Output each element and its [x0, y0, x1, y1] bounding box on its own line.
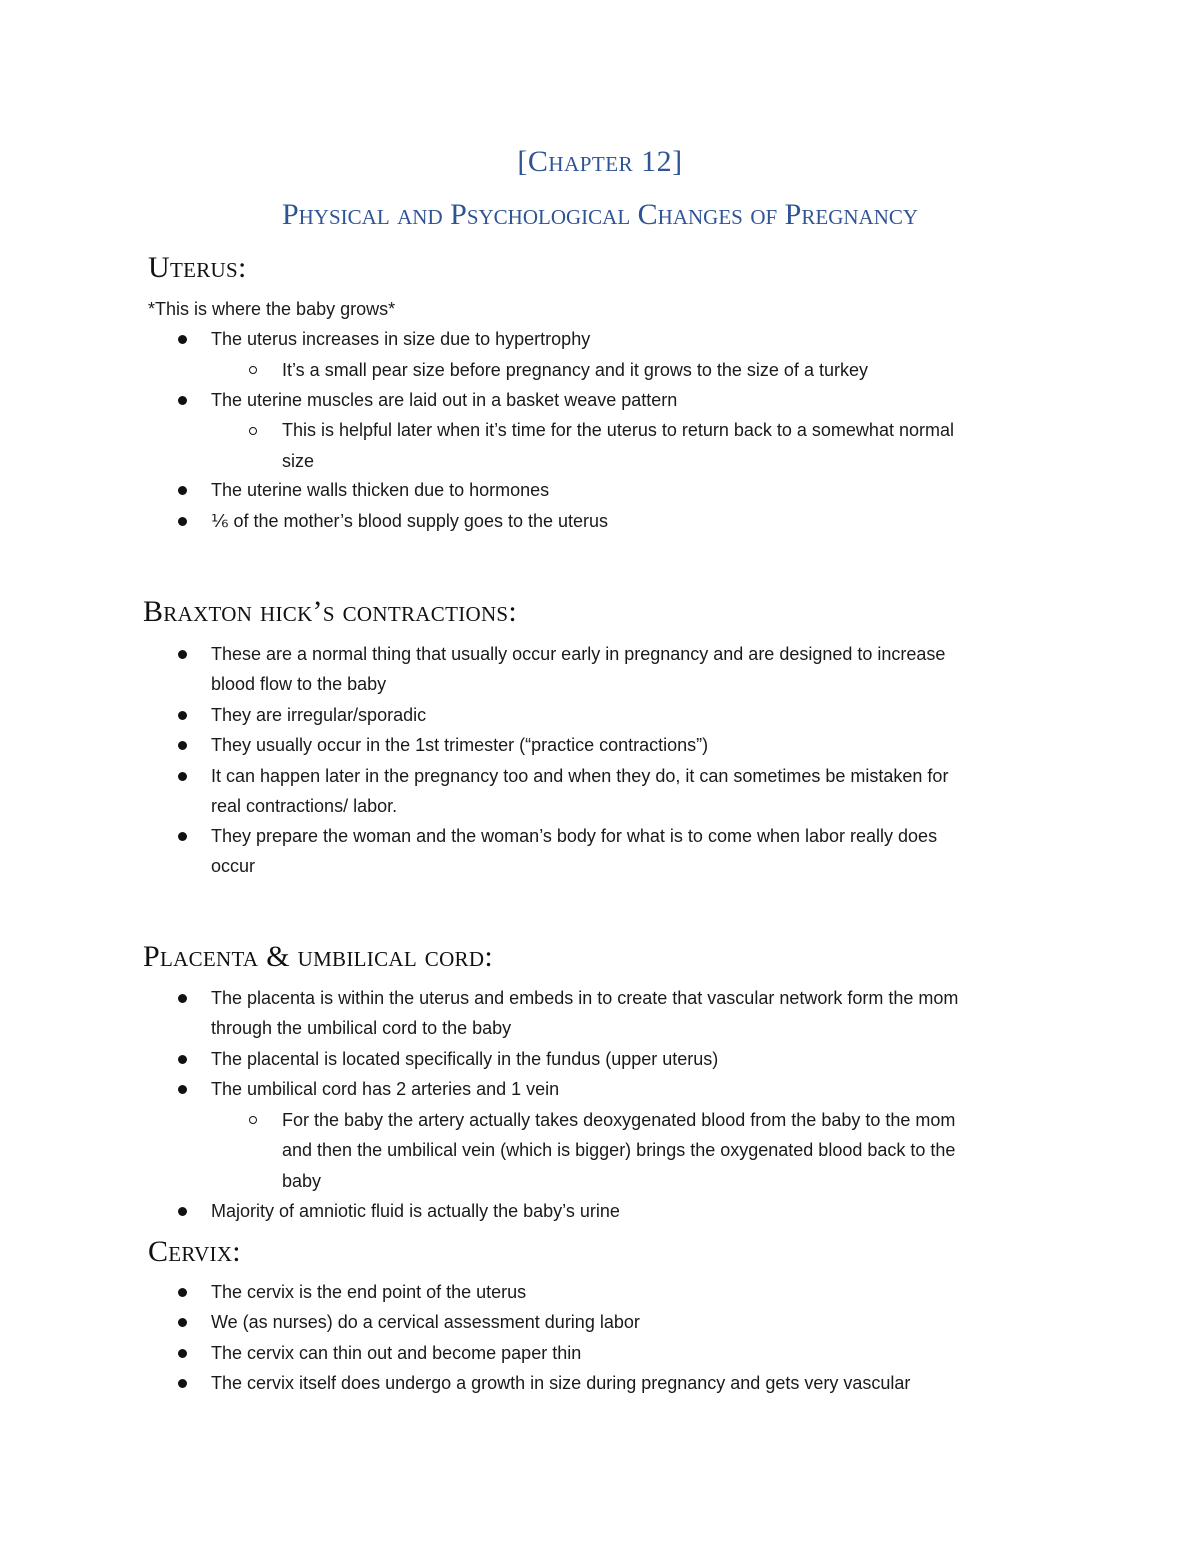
- list-subitem: For the baby the artery actually takes deoxygenated blood from the baby to the mom: [282, 1110, 956, 1130]
- list-item: The umbilical cord has 2 arteries and 1 vein: [211, 1079, 560, 1099]
- heading-cervix: Cervix:: [148, 1235, 241, 1268]
- circle-bullet-icon: [249, 366, 257, 374]
- bullet-icon: [178, 335, 187, 344]
- list-item: The uterus increases in size due to hypertrophy: [211, 329, 591, 349]
- bullet-icon: [178, 1207, 187, 1216]
- bullet-icon: [178, 772, 187, 781]
- bullet-icon: [178, 486, 187, 495]
- list-subitem-continued: baby: [282, 1171, 322, 1191]
- bullet-icon: [178, 994, 187, 1003]
- list-item: The cervix can thin out and become paper thin: [211, 1343, 582, 1363]
- list-item: The uterine walls thicken due to hormones: [211, 480, 550, 500]
- list-subitem-continued: size: [282, 451, 315, 471]
- chapter-label: [Chapter 12]: [517, 145, 683, 178]
- list-item: The uterine muscles are laid out in a basket weave pattern: [211, 390, 678, 410]
- list-item: These are a normal thing that usually occur early in pregnancy and are designed to increase: [211, 644, 946, 664]
- list-item: We (as nurses) do a cervical assessment during labor: [211, 1312, 640, 1332]
- bullet-icon: [178, 832, 187, 841]
- bullet-icon: [178, 650, 187, 659]
- list-item: They usually occur in the 1st trimester (“practice contractions”): [211, 735, 709, 755]
- list-item-continued: through the umbilical cord to the baby: [211, 1018, 512, 1038]
- list-item-continued: occur: [211, 856, 256, 876]
- list-item: The cervix is the end point of the uterus: [211, 1282, 527, 1302]
- bullet-icon: [178, 711, 187, 720]
- list-item: ⅙ of the mother’s blood supply goes to the uterus: [211, 511, 609, 531]
- bullet-icon: [178, 1349, 187, 1358]
- bullet-icon: [178, 517, 187, 526]
- circle-bullet-icon: [249, 427, 257, 435]
- list-subitem-continued: and then the umbilical vein (which is bigger) brings the oxygenated blood back to the: [282, 1140, 956, 1160]
- bullet-icon: [178, 1318, 187, 1327]
- list-item: The placenta is within the uterus and embeds in to create that vascular network form the mom: [211, 988, 959, 1008]
- list-subitem: It’s a small pear size before pregnancy and it grows to the size of a turkey: [282, 360, 868, 380]
- list-item: The placental is located specifically in the fundus (upper uterus): [211, 1049, 719, 1069]
- bullet-icon: [178, 1379, 187, 1388]
- heading-uterus: Uterus:: [148, 251, 247, 284]
- circle-bullet-icon: [249, 1116, 257, 1124]
- uterus-note: *This is where the baby grows*: [148, 299, 396, 319]
- bullet-icon: [178, 1288, 187, 1297]
- bullet-icon: [178, 741, 187, 750]
- list-subitem: This is helpful later when it’s time for the uterus to return back to a somewhat normal: [282, 420, 954, 440]
- bullet-icon: [178, 1055, 187, 1064]
- list-item-continued: blood flow to the baby: [211, 674, 387, 694]
- list-item: They are irregular/sporadic: [211, 705, 427, 725]
- list-item: The cervix itself does undergo a growth in size during pregnancy and gets very vascular: [211, 1373, 911, 1393]
- bullet-icon: [178, 1085, 187, 1094]
- bullet-icon: [178, 396, 187, 405]
- list-item-continued: real contractions/ labor.: [211, 796, 398, 816]
- list-item: They prepare the woman and the woman’s body for what is to come when labor really does: [211, 826, 938, 846]
- list-item: Majority of amniotic fluid is actually the baby’s urine: [211, 1201, 620, 1221]
- list-item: It can happen later in the pregnancy too and when they do, it can sometimes be mistaken for: [211, 766, 949, 786]
- heading-braxton-hicks: Braxton hick’s contractions:: [143, 595, 518, 628]
- chapter-title: Physical and Psychological Changes of Pregnancy: [281, 198, 919, 231]
- heading-placenta: Placenta & umbilical cord:: [143, 940, 493, 973]
